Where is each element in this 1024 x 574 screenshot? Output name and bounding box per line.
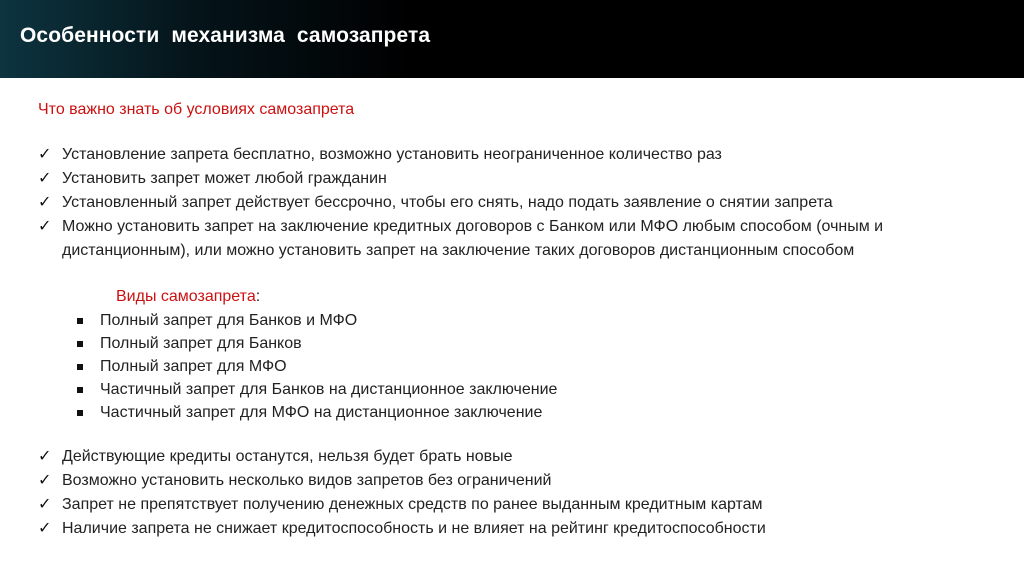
checkmark-icon: ✓ xyxy=(38,146,52,163)
types-heading-text: Виды самозапрета xyxy=(116,288,256,305)
types-list xyxy=(76,309,998,424)
checkmark-icon: ✓ xyxy=(38,218,52,235)
slide-header xyxy=(0,0,1024,78)
list-item-text: Установление запрета бесплатно, возможно установить неограниченное количество раз xyxy=(62,146,722,163)
checkmark-icon: ✓ xyxy=(38,448,52,465)
square-bullet-icon xyxy=(77,341,83,347)
list-item xyxy=(38,517,998,541)
types-heading xyxy=(116,285,998,309)
list-item-text: Полный запрет для МФО xyxy=(100,358,287,375)
list-item-text: Частичный запрет для МФО на дистанционное заключение xyxy=(100,404,543,421)
checkmark-icon: ✓ xyxy=(38,520,52,537)
list-item xyxy=(38,143,998,167)
square-bullet-icon xyxy=(77,318,83,324)
square-bullet-icon xyxy=(77,364,83,370)
list-item-text: Полный запрет для Банков и МФО xyxy=(100,312,358,329)
list-item-text: Запрет не препятствует получению денежных средств по ранее выданным кредитным картам xyxy=(62,496,763,513)
list-item-text: Частичный запрет для Банков на дистанционное заключение xyxy=(100,381,558,398)
list-item xyxy=(38,191,998,215)
checkmark-icon: ✓ xyxy=(38,496,52,513)
list-item xyxy=(76,378,998,401)
checkmark-icon: ✓ xyxy=(38,194,52,211)
list-item-text: Установленный запрет действует бессрочно, чтобы его снять, надо подать заявление о снятии запрета xyxy=(62,194,833,211)
square-bullet-icon xyxy=(77,410,83,416)
types-heading-colon: : xyxy=(255,288,261,305)
conditions-subtitle: Что важно знать об условиях самозапрета xyxy=(38,101,355,118)
square-bullet-icon xyxy=(77,387,83,393)
checkmark-icon: ✓ xyxy=(38,472,52,489)
list-item xyxy=(38,215,998,263)
conditions-list xyxy=(38,143,998,263)
list-item xyxy=(38,167,998,191)
list-item-text: Установить запрет может любой гражданин xyxy=(62,170,387,187)
slide-content xyxy=(38,98,998,541)
list-item-text: Полный запрет для Банков xyxy=(100,335,302,352)
list-item-text: Наличие запрета не снижает кредитоспособность и не влияет на рейтинг кредитоспособности xyxy=(62,520,766,537)
list-item xyxy=(76,355,998,378)
list-item xyxy=(76,309,998,332)
list-item xyxy=(38,445,998,469)
list-item-text: Действующие кредиты останутся, нельзя будет брать новые xyxy=(62,448,513,465)
list-item xyxy=(38,469,998,493)
checkmark-icon: ✓ xyxy=(38,170,52,187)
list-item xyxy=(76,332,998,355)
list-item xyxy=(76,401,998,424)
list-item-text: Возможно установить несколько видов запретов без ограничений xyxy=(62,472,552,489)
list-item-text: Можно установить запрет на заключение кредитных договоров с Банком или МФО любым способом (очным и дистанционным), или можно установить запрет на заключение таких договоров дистанционным способом xyxy=(62,218,884,259)
slide-title: Особенности механизма самозапрета xyxy=(20,24,431,47)
notes-list xyxy=(38,445,998,541)
list-item xyxy=(38,493,998,517)
